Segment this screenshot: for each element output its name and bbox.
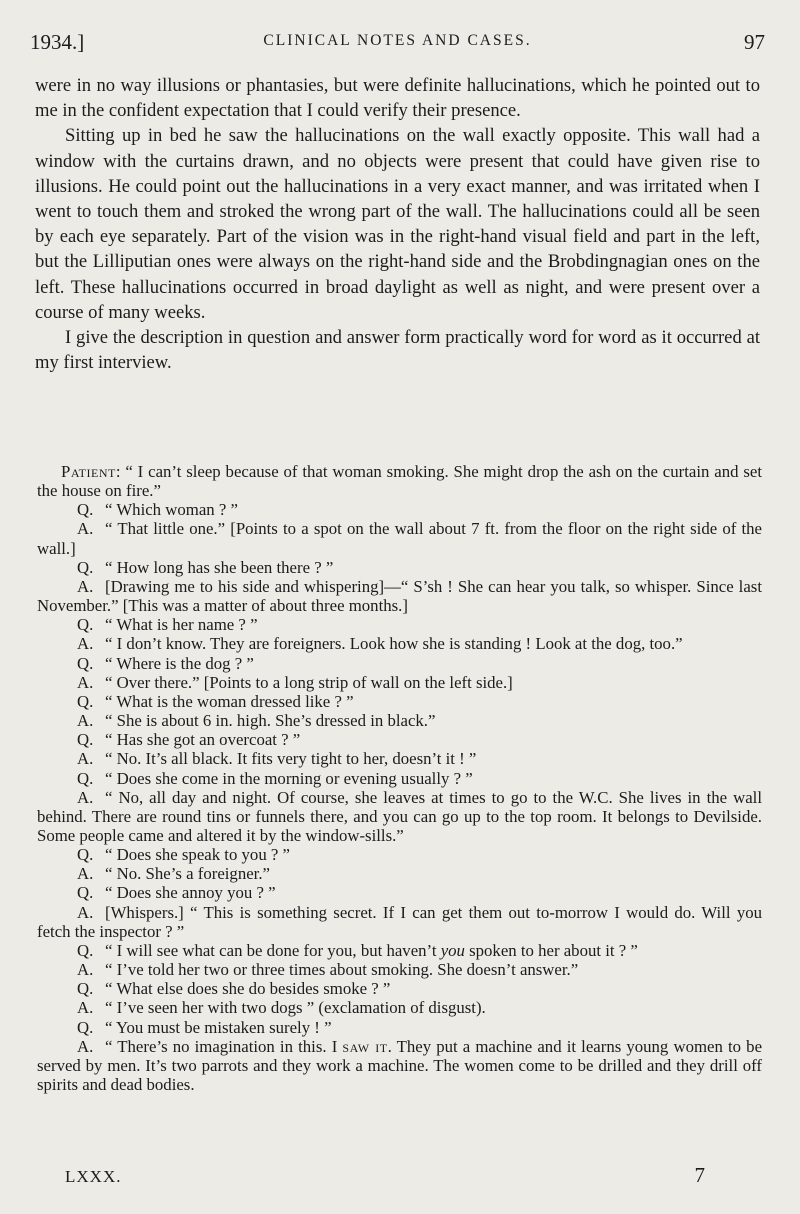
dialogue-line bbox=[37, 769, 762, 788]
dialogue-line bbox=[37, 903, 762, 941]
dialogue-line bbox=[37, 654, 762, 673]
dialogue-text: “ No, all day and night. Of course, she leaves at times to go to the W.C. She lives in the wall behind. There are round tins or funnels there, and you can go up to the top room. It belongs to Devilside. Some people came and altered it by the window-sills.” bbox=[37, 787, 762, 845]
dialogue-line bbox=[37, 941, 762, 960]
dialogue-text: “ No. It’s all black. It fits very tight to her, doesn’t it ! ” bbox=[105, 749, 477, 769]
dialogue-text: . They put a machine and it learns young women to be served by men. It’s two parrots and they work a machine. The women come to be drilled and they drill off spirits and dead bodies. bbox=[37, 1036, 763, 1094]
speaker: Q. bbox=[77, 883, 94, 903]
running-head-title: CLINICAL NOTES AND CASES. bbox=[263, 32, 532, 49]
speaker: A. bbox=[77, 749, 94, 769]
speaker: A. bbox=[77, 787, 94, 807]
dialogue-line bbox=[37, 1037, 762, 1094]
patient-statement bbox=[37, 462, 762, 500]
body-text bbox=[35, 73, 760, 375]
speaker: Q. bbox=[77, 500, 94, 520]
dialogue-text: “ I’ve told her two or three times about smoking. She doesn’t answer.” bbox=[105, 960, 579, 980]
dialogue-line bbox=[37, 673, 762, 692]
paragraph: I give the description in question and answer form practically word for word as it occurred at my first interview. bbox=[35, 327, 760, 374]
speaker: Q. bbox=[77, 768, 94, 788]
paragraph-continuation: were in no way illusions or phantasies, but were definite hallucinations, which he pointed out to me in the confident expectation that I could verify their presence. bbox=[35, 75, 760, 122]
speaker: Q. bbox=[77, 730, 94, 750]
speaker: Q. bbox=[77, 979, 94, 999]
running-head bbox=[30, 26, 765, 56]
dialogue-line bbox=[37, 960, 762, 979]
dialogue-line bbox=[37, 634, 762, 653]
dialogue-line bbox=[37, 692, 762, 711]
page-number: 97 bbox=[744, 30, 765, 54]
speaker: Q. bbox=[77, 653, 94, 673]
patient-label: Patient bbox=[61, 462, 116, 481]
dialogue-line bbox=[37, 615, 762, 634]
dialogue-text: “ I will see what can be done for you, but haven’t bbox=[105, 940, 441, 960]
dialogue-line bbox=[37, 788, 762, 845]
speaker: A. bbox=[77, 1036, 94, 1056]
dialogue-line bbox=[37, 864, 762, 883]
dialogue-text: “ What is her name ? ” bbox=[105, 615, 258, 635]
speaker: Q. bbox=[77, 691, 94, 711]
dialogue-text: “ I don’t know. They are foreigners. Look how she is standing ! Look at the dog, too.” bbox=[105, 634, 683, 654]
dialogue-line bbox=[37, 558, 762, 577]
dialogue-text: “ Over there.” [Points to a long strip of wall on the left side.] bbox=[105, 672, 513, 692]
dialogue-text: [Drawing me to his side and whispering]—“ S’sh ! She can hear you talk, so whisper. Since last November.” [This was a matter of about three months.] bbox=[37, 576, 762, 616]
dialogue-text: “ There’s no imagination in this. I bbox=[105, 1036, 343, 1056]
speaker: Q. bbox=[77, 940, 94, 960]
dialogue-text: “ Which woman ? ” bbox=[105, 500, 238, 520]
dialogue-text: “ Where is the dog ? ” bbox=[105, 653, 254, 673]
speaker: A. bbox=[77, 864, 94, 884]
dialogue-text: “ You must be mistaken surely ! ” bbox=[105, 1017, 332, 1037]
speaker: A. bbox=[77, 711, 94, 731]
speaker: A. bbox=[77, 634, 94, 654]
dialogue-line bbox=[37, 749, 762, 768]
speaker: A. bbox=[77, 576, 94, 596]
speaker: Q. bbox=[77, 615, 94, 635]
speaker: A. bbox=[77, 998, 94, 1018]
dialogue-text: “ She is about 6 in. high. She’s dressed in black.” bbox=[105, 711, 436, 731]
dialogue-text: [Whispers.] “ This is something secret. If I can get them out to-morrow I would do. Will you fetch the inspector ? ” bbox=[37, 902, 762, 941]
speaker: A. bbox=[77, 902, 94, 922]
small-caps-text: saw it bbox=[342, 1036, 388, 1056]
dialogue-text: “ That little one.” [Points to a spot on the wall about 7 ft. from the floor on the right side of the wall.] bbox=[37, 519, 762, 558]
patient-text: : “ I can’t sleep because of that woman smoking. She might drop the ash on the curtain and set the house on fire.” bbox=[37, 462, 762, 501]
dialogue-text: “ What is the woman dressed like ? ” bbox=[105, 691, 354, 711]
dialogue-text: “ Has she got an overcoat ? ” bbox=[105, 730, 301, 750]
signature-number: 7 bbox=[694, 1163, 705, 1187]
signature-mark: LXXX. bbox=[65, 1167, 122, 1186]
dialogue-text: “ How long has she been there ? ” bbox=[105, 557, 334, 577]
speaker: A. bbox=[77, 519, 94, 539]
interview-transcript bbox=[37, 462, 762, 1094]
dialogue-text: “ Does she annoy you ? ” bbox=[105, 883, 276, 903]
speaker: Q. bbox=[77, 1017, 94, 1037]
speaker: A. bbox=[77, 672, 94, 692]
dialogue-text: “ Does she come in the morning or evening usually ? ” bbox=[105, 768, 473, 788]
dialogue-text: “ No. She’s a foreigner.” bbox=[105, 864, 270, 884]
dialogue-text: spoken to her about it ? ” bbox=[464, 940, 638, 960]
dialogue-line bbox=[37, 845, 762, 864]
dialogue-line bbox=[37, 500, 762, 519]
dialogue-line bbox=[37, 577, 762, 615]
dialogue-line bbox=[37, 519, 762, 557]
page-footer bbox=[65, 1163, 705, 1193]
dialogue-line bbox=[37, 1018, 762, 1037]
dialogue-line bbox=[37, 979, 762, 998]
dialogue-line bbox=[37, 711, 762, 730]
speaker: Q. bbox=[77, 845, 94, 865]
dialogue-line bbox=[37, 883, 762, 902]
speaker: Q. bbox=[77, 557, 94, 577]
dialogue-line bbox=[37, 730, 762, 749]
emphasis-text: you bbox=[440, 940, 465, 960]
dialogue-text: “ What else does she do besides smoke ? ” bbox=[105, 979, 391, 999]
paragraph: Sitting up in bed he saw the hallucinations on the wall exactly opposite. This wall had a window with the curtains drawn, and no objects were present that could have given rise to illusions. He could point out the hallucinations in a very exact manner, and was irritated when I went to touch them and stroked the wrong part of the wall. The hallucinations could all be seen by each eye separately. Part of the vision was in the right-hand visual field and part in the left, but the Lilliputian ones were always on the right-hand side and the Brobdingnagian ones on the left. These hallucinations occurred in broad daylight as well as night, and were present over a course of many weeks. bbox=[35, 125, 760, 323]
dialogue-text: “ Does she speak to you ? ” bbox=[105, 845, 291, 865]
dialogue-text: “ I’ve seen her with two dogs ” (exclamation of disgust). bbox=[105, 998, 486, 1018]
dialogue-line bbox=[37, 998, 762, 1017]
speaker: A. bbox=[77, 960, 94, 980]
running-head-year: 1934.] bbox=[30, 30, 85, 54]
